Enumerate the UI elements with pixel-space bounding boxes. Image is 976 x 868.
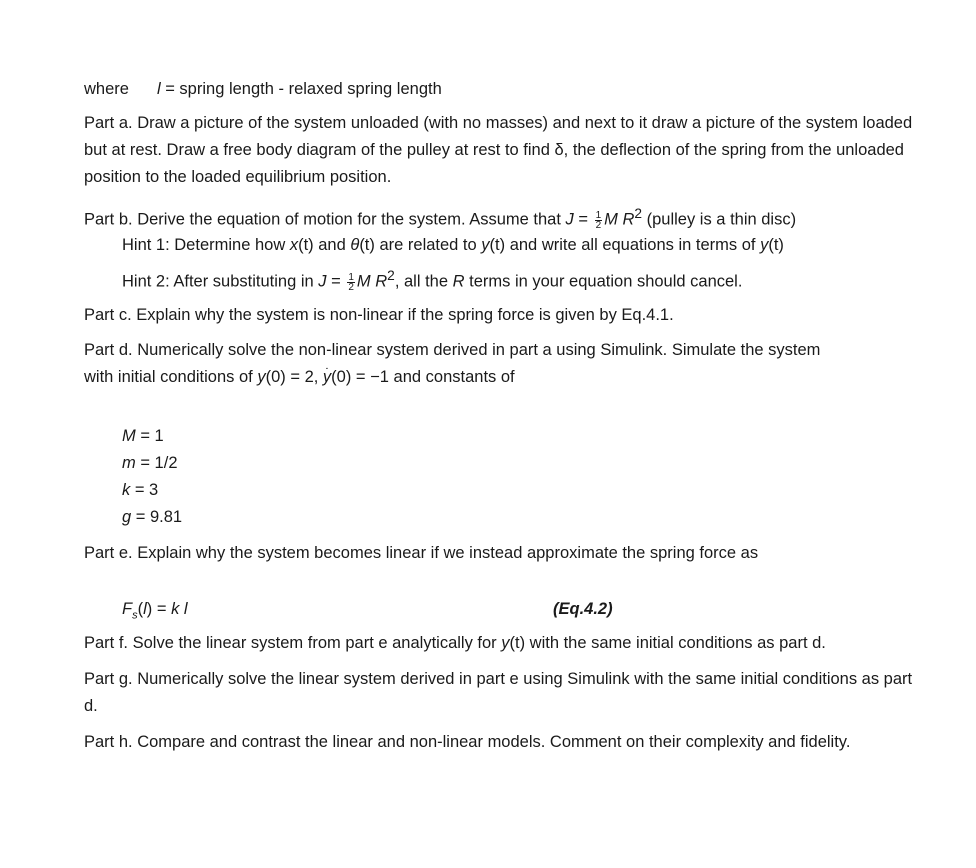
- part-e: Part e. Explain why the system becomes linear if we instead approximate the spring force as: [84, 544, 759, 562]
- part-b: Part b. Derive the equation of motion for the system. Assume that J = $\frac{1}{2}$ M $R^2$ (pulley is a thin disc): [84, 206, 797, 231]
- part-f: Part f. Solve the linear system from part e analytically for y(t) with the same initial conditions as part d.: [84, 634, 826, 652]
- fraction-one-half: $\frac{1}{2}$: [348, 271, 354, 293]
- part-c: Part c. Explain why the system is non-linear if the spring force is given by Eq.4.1.: [84, 306, 674, 324]
- where-equation: = spring length - relaxed spring length: [160, 80, 442, 98]
- part-d-line-1: Part d. Numerically solve the non-linear system derived in part a using Simulink. Simulate the system: [84, 341, 821, 359]
- part-h: Part h. Compare and contrast the linear and non-linear models. Comment on their complexity and fidelity.: [84, 733, 851, 751]
- constant-m: m = 1/2: [122, 454, 178, 472]
- var-l: l: [156, 80, 161, 98]
- where-word: where: [84, 80, 129, 98]
- hint-2: Hint 2: After substituting in J = $\frac{1}{2}$ M $R^2$, all the R terms in your equation should cancel.: [122, 268, 743, 293]
- fraction-one-half: $\frac{1}{2}$: [595, 209, 602, 231]
- constant-g: g = 9.81: [122, 508, 183, 526]
- equation-label: (Eq.4.2): [553, 600, 613, 618]
- part-g: Part g. Numerically solve the linear system derived in part e using Simulink with the same initial conditions as part d.: [84, 670, 913, 715]
- part-d-line-2: with initial conditions of y(0) = 2, ˙ y(0) = −1 and constants of: [84, 364, 924, 391]
- constant-M: M = 1: [122, 427, 164, 445]
- equation-4-2: $F_s(l) = k$ l: [122, 600, 188, 622]
- where-definition: [84, 76, 924, 103]
- constant-k: k = 3: [122, 481, 159, 499]
- part-a: Part a. Draw a picture of the system unloaded (with no masses) and next to it draw a picture of the system loaded but at rest. Draw a free body diagram of the pulley at rest to find δ, the deflection of the spring from the unloaded position to the loaded equilibrium position.: [84, 114, 913, 186]
- hint-1: Hint 1: Determine how x(t) and θ(t) are related to y(t) and write all equations in terms of y(t): [122, 236, 784, 254]
- y-dot: ˙ y: [323, 368, 331, 386]
